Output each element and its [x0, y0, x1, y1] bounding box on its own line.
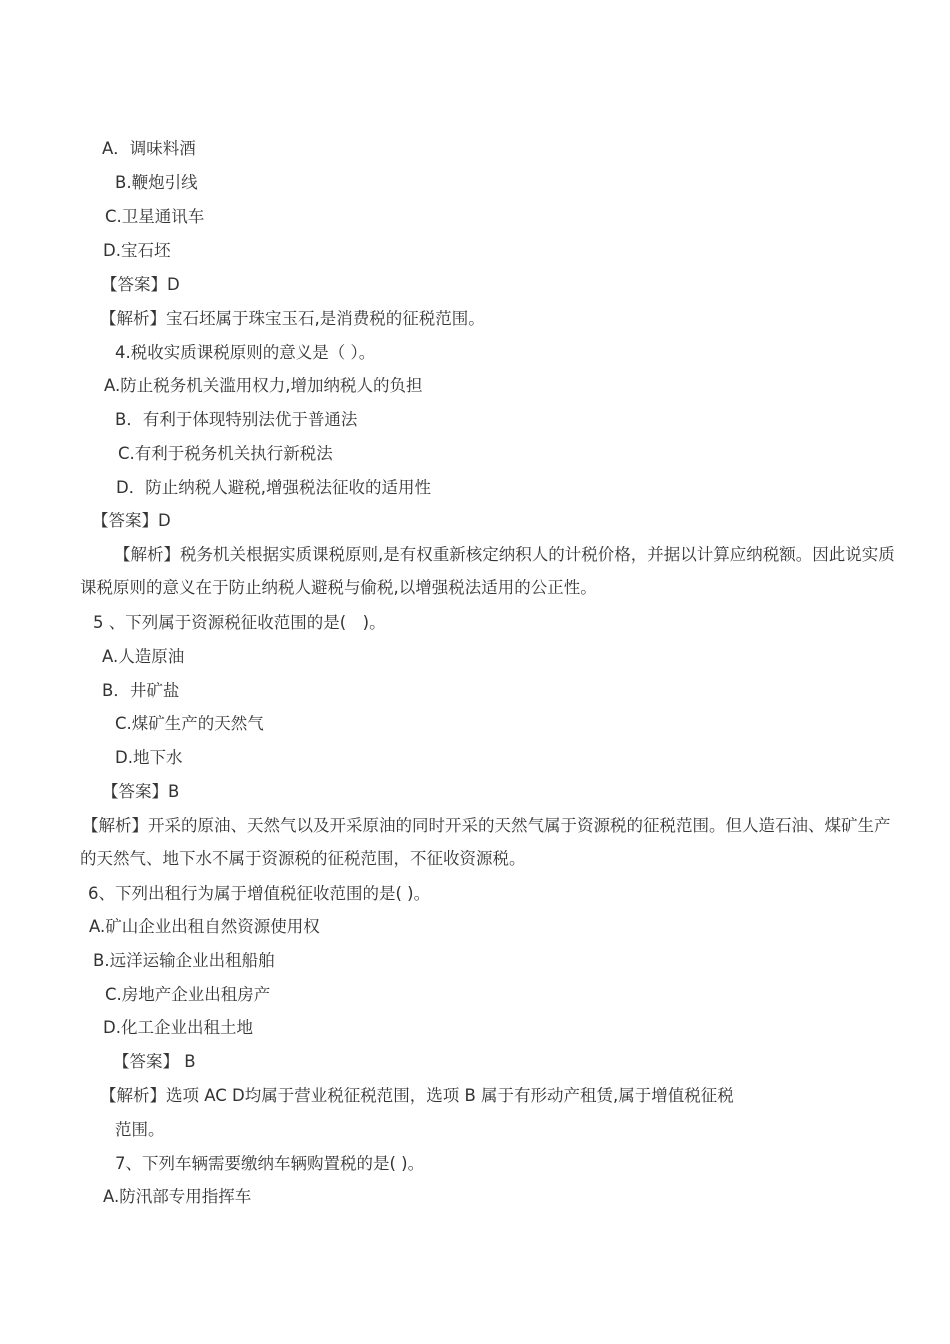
q6-analysis-line2: 范围。 [115, 1120, 165, 1139]
q3-option-a: A．调味料酒 [102, 139, 196, 158]
q3-option-c: C.卫星通讯车 [105, 207, 205, 226]
q5-option-c: C.煤矿生产的天然气 [115, 714, 264, 733]
q5-answer: 【答案】B [102, 782, 180, 801]
q6-option-d: D.化工企业出租土地 [103, 1018, 253, 1037]
q6-option-b: B.远洋运输企业出租船舶 [93, 951, 275, 970]
q5-option-b: B．井矿盐 [102, 681, 180, 700]
q4-analysis: 【解析】税务机关根据实质课税原则,是有权重新核定纳积人的计税价格，并据以计算应纳税额。因此说实质课税原则的意义在于防止纳税人避税与偷税,以增强税法适用的公正性。 [80, 545, 895, 597]
q3-option-b: B.鞭炮引线 [115, 173, 198, 192]
q6-option-c: C.房地产企业出租房产 [105, 985, 271, 1004]
q4-option-d: D．防止纳税人避税,增强税法征收的适用性 [116, 478, 431, 497]
q4-option-a: A.防止税务机关滥用权力,增加纳税人的负担 [104, 376, 423, 395]
q4-option-c: C.有利于税务机关执行新税法 [118, 444, 333, 463]
q4-answer: 【答案】D [92, 511, 171, 530]
q4-question: 4.税收实质课税原则的意义是（ ）。 [115, 343, 376, 362]
q4-option-b: B．有利于体现特别法优于普通法 [115, 410, 358, 429]
q3-analysis: 【解析】宝石坯属于珠宝玉石,是消费税的征税范围。 [100, 309, 485, 328]
q6-analysis-line1: 【解析】选项 AC D均属于营业税征税范围，选项 B 属于有形动产租赁,属于增值税征税 [100, 1086, 734, 1105]
q3-answer: 【答案】D [101, 275, 180, 294]
q3-option-d: D.宝石坯 [103, 241, 171, 260]
q5-analysis: 【解析】开采的原油、天然气以及开采原油的同时开采的天然气属于资源税的征税范围。但人造石油、煤矿生产的天然气、地下水不属于资源税的征税范围，不征收资源税。 [80, 816, 891, 868]
q7-question: 7、下列车辆需要缴纳车辆购置税的是( )。 [115, 1154, 425, 1173]
q6-question: 6、下列出租行为属于增值税征收范围的是( )。 [88, 884, 431, 903]
q7-option-a: A.防汛部专用指挥车 [103, 1187, 252, 1206]
q5-option-d: D.地下水 [115, 748, 183, 767]
q6-answer: 【答案】 B [113, 1052, 196, 1071]
q5-question: 5 、下列属于资源税征收范围的是( )。 [93, 613, 386, 632]
q5-option-a: A.人造原油 [102, 647, 185, 666]
q6-option-a: A.矿山企业出租自然资源使用权 [89, 917, 320, 936]
